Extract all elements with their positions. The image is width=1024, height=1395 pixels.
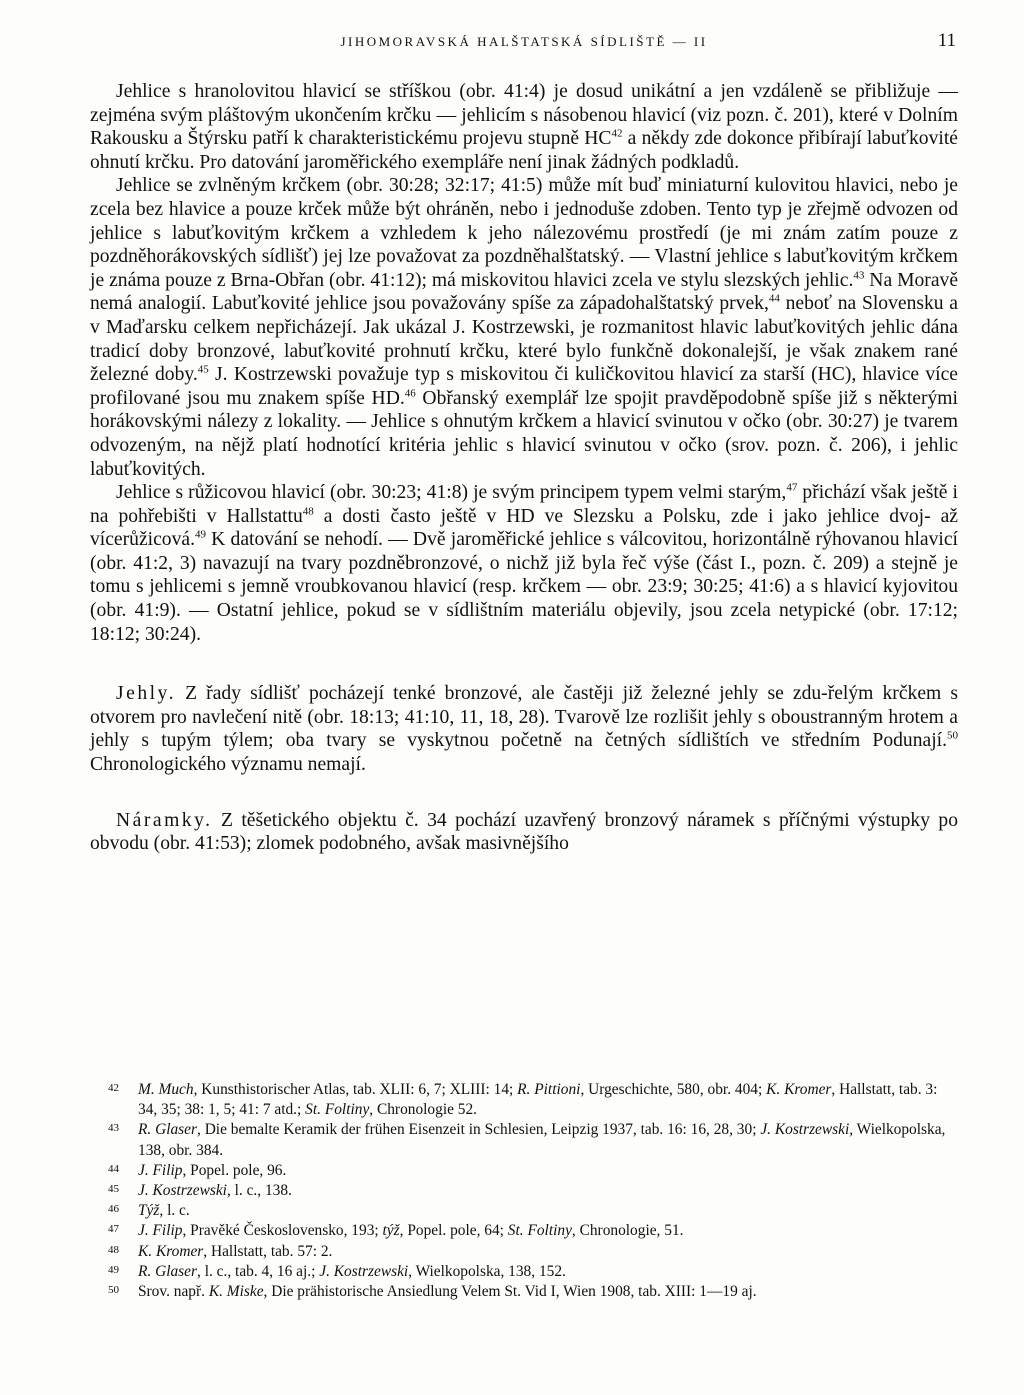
footnote-49: 49 R. Glaser, l. c., tab. 4, 16 aj.; J. Kostrzewski, Wielkopolska, 138, 152. — [108, 1262, 566, 1280]
footnote-48: 48 K. Kromer, Hallstatt, tab. 57: 2. — [108, 1242, 333, 1260]
page-number: 11 — [937, 30, 956, 51]
footnote-45: 45 J. Kostrzewski, l. c., 138. — [108, 1182, 292, 1200]
footnote-ref-42[interactable]: 42 — [611, 127, 623, 140]
section-heading-jehly: Jehly. — [116, 683, 176, 705]
footnote-46: 46 Týž, l. c. — [108, 1202, 190, 1220]
paragraph-hranolovita: Jehlice s hranolovitou hlavicí se stříškou (obr. 41:4) je dosud unikátní a jen vzdáleně se přibližuje — zejména svým pláštovým ukončením krčku — jehlicím s násobenou hlavicí (viz pozn. č. 201), které v Dolním Rakousku a Štýrsku patří k charakteristickému projevu stupně HC$^{42}$ a někdy zde dokonce přibírají labuťkovité ohnutí krčku. Pro datování jaroměřického exempláře není jinak žádných podkladů. — [90, 81, 958, 173]
page-header — [90, 30, 958, 58]
footnote-ref-48[interactable]: 48 — [302, 505, 314, 518]
footnote-42: 42 M. Much, Kunsthistorischer Atlas, tab. XLII: 6, 7; XLIII: 14; R. Pittioni, Urgeschichte, 580, obr. 404; K. Kromer, Hallstatt, tab. 3: 34, 35; 38: 1, 5; 41: 7 atd.; St. Foltiny, Chronologie 52. — [108, 1081, 938, 1119]
footnote-44: 44 J. Filip, Popel. pole, 96. — [108, 1161, 287, 1179]
paragraph-naramky: Náramky. Z těšetického objektu č. 34 pochází uzavřený bronzový náramek s příčnými výstupky po obvodu (obr. 41:53); zlomek podobného, avšak masivnějšího — [90, 809, 958, 855]
paragraph-ruzicova: Jehlice s růžicovou hlavicí (obr. 30:23; 41:8) je svým principem typem velmi starým,$^{47}$ přichází však ještě i na pohřebišti v Hallstattu$^{48}$ a dosti často ještě v HD ve Slezsku a Polsku, zde i jako jehlice dvoj- až vícerůžicová.$^{49}$ K datování se nehodí. — Dvě jaroměřické jehlice s válcovitou, horizontálně rýhovanou hlavicí (obr. 41:2, 3) navazují na tvary pozdněbronzové, o nichž již byla řeč výše (část I., pozn. č. 209) a stejně je tomu s jehlicemi s jemně vroubkovanou hlavicí (resp. krčkem — obr. 23:9; 30:25; 41:6) a s hlavicí kyjovitou (obr. 41:9). — Ostatní jehlice, pokud se v sídlištním materiálu objevily, jsou zcela netypické (obr. 17:12; 18:12; 30:24). — [90, 481, 958, 645]
footnote-ref-43[interactable]: 43 — [853, 269, 865, 282]
footnote-ref-44[interactable]: 44 — [768, 292, 780, 305]
running-head: JIHOMORAVSKÁ HALŠTATSKÁ SÍDLIŠTĚ — II — [340, 34, 708, 49]
paragraph-zvlneny-krcek: Jehlice se zvlněným krčkem (obr. 30:28; 32:17; 41:5) může mít buď miniaturní kulovitou hlavici, nebo je zcela bez hlavice a pouze krček může být ohráněn, nebo i jednoduše zdoben. Tento typ je zřejmě odvozen od jehlice s labuťkovitým krčkem a vzhledem k jeho nálezovému prostředí (je mi znám zatím pouze z pozdněhorákovských sídlišť) jej lze považovat za pozdněhalštatský. — Vlastní jehlice s labuťkovitým krčkem je známa pouze z Brna-Obřan (obr. 41:12); má miskovitou hlavici zcela ve stylu slezských jehlic.$^{43}$ Na Moravě nemá analogií. Labuťkovité jehlice jsou považovány spíše za západohalštatský prvek,$^{44}$ neboť na Slovensku a v Maďarsku celkem nepřicházejí. Jak ukázal J. Kostrzewski, je rozmanitost hlavic labuťkovitých jehlic dána tradicí doby bronzové, labuťkovité prohnutí krčku, které bylo funkčně dokonalejší, je však znakem rané železné doby.$^{45}$ J. Kostrzewski považuje typ s miskovitou či kuličkovitou hlavicí za starší (HC), hlavice více profilované jsou mu znakem spíše HD.$^{46}$ Obřanský exemplář lze spojit pravděpodobně spíše již s některými horákovskými nálezy z lokality. — Jehlice s ohnutým krčkem a hlavicí svinutou v očko (obr. 30:27) je tvarem odvozeným, na nějž platí hodnotící kritéria jehlic s hlavicí svinutou v očko (srov. pozn. č. 206), i jehlic labuťkovitých. — [90, 175, 959, 480]
footnote-ref-50[interactable]: 50 — [947, 729, 958, 742]
footnote-ref-47[interactable]: 47 — [786, 481, 798, 494]
footnote-43: 43 R. Glaser, Die bemalte Keramik der frühen Eisenzeit in Schlesien, Leipzig 1937, tab. 16: 16, 28, 30; J. Kostrzewski, Wielkopolska, 138, obr. 384. — [108, 1121, 946, 1159]
footnote-ref-46[interactable]: 46 — [404, 387, 416, 400]
footnote-50: 50 Srov. např. K. Miske, Die prähistorische Ansiedlung Velem St. Vid I, Wien 1908, tab. XIII: 1—19 aj. — [108, 1283, 757, 1301]
footnotes — [108, 1080, 954, 1302]
footnote-47: 47 J. Filip, Pravěké Československo, 193; týž, Popel. pole, 64; St. Foltiny, Chronologie, 51. — [108, 1222, 684, 1240]
footnote-ref-45[interactable]: 45 — [197, 363, 209, 376]
body-text — [90, 80, 958, 856]
footnote-ref-49[interactable]: 49 — [194, 528, 206, 541]
section-heading-naramky: Náramky. — [116, 809, 213, 831]
paragraph-jehly: Jehly. Z řady sídlišť pocházejí tenké bronzové, ale častěji již železné jehly se zdu-řelým krčkem s otvorem pro navlečení nitě (obr. 18:13; 41:10, 11, 18, 28). Tvarově lze rozlišit jehly s oboustranným hrotem a jehly s tupým týlem; oba tvary se vyskytnou početně na četných sídlištích ve středním Podunají.$^{50}$ Chronologického významu nemají. — [90, 683, 958, 776]
